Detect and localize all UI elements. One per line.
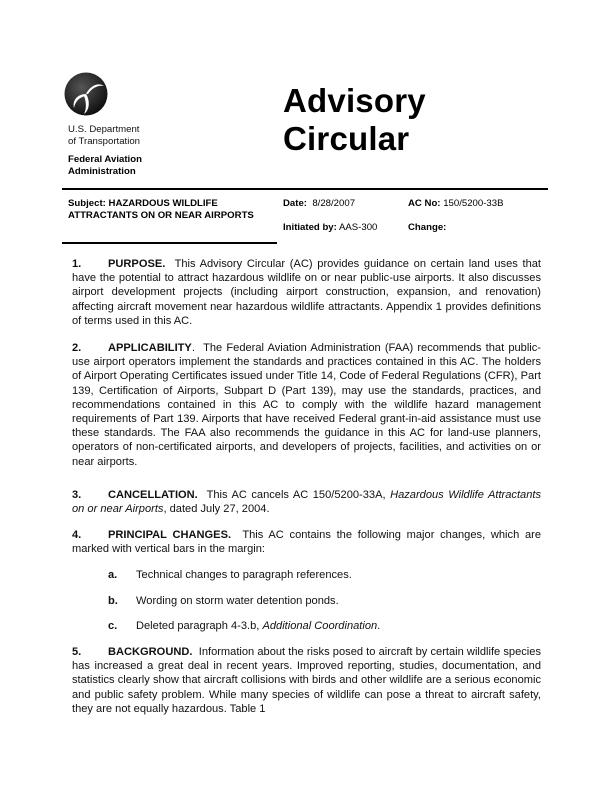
item-letter: c.	[108, 620, 118, 632]
title-line-1: Advisory	[283, 82, 426, 119]
paragraph-applicability	[72, 341, 541, 469]
item-letter: b.	[108, 595, 118, 607]
date-label: Date:	[283, 198, 307, 209]
date-value: 8/28/2007	[312, 198, 356, 209]
paragraph-cancellation	[72, 488, 541, 516]
department-line-2: of Transportation	[68, 136, 140, 148]
dot-logo-icon	[64, 72, 108, 116]
title-line-2: Circular	[283, 120, 410, 157]
item-text: Wording on storm water detention ponds.	[136, 595, 339, 607]
paragraph-number: 1.	[72, 258, 82, 270]
item-italic-text: Additional Coordination	[262, 620, 378, 632]
paragraph-text: Information about the risks posed to aircraft by certain wildlife species has increased a great deal in recent years. Improved reporting, studies, documentation, and statistics clearly show that aircraft collisions with birds and other wildlife are a serious economic and public safety problem. While many species of wildlife can pose a threat to aircraft safety, they are not equally hazardous. Table 1	[72, 646, 541, 715]
paragraph-text-end: , dated July 27, 2004.	[163, 503, 270, 516]
initiated-by-value: AAS-300	[338, 222, 378, 233]
paragraph-heading: PURPOSE.	[108, 258, 166, 270]
subject-divider	[62, 242, 277, 244]
item-text: Deleted paragraph 4-3.b,	[136, 620, 260, 632]
date-field	[283, 198, 355, 210]
subject-field	[68, 198, 273, 221]
paragraph-heading: CANCELLATION.	[108, 489, 198, 501]
change-item-a	[108, 568, 352, 582]
agency-name	[68, 154, 142, 179]
change-field	[408, 222, 446, 234]
paragraph-heading: PRINCIPAL CHANGES.	[108, 529, 232, 541]
paragraph-heading: APPLICABILITY	[108, 342, 192, 354]
paragraph-number: 2.	[72, 342, 82, 354]
department-name	[68, 124, 140, 149]
document-title	[283, 82, 426, 158]
paragraph-text: This AC cancels AC 150/5200-33A,	[206, 489, 386, 501]
agency-line-1: Federal Aviation	[68, 154, 142, 165]
initiated-by-field	[283, 222, 377, 234]
ac-number-field	[408, 198, 503, 210]
agency-line-2: Administration	[68, 166, 136, 178]
item-letter: a.	[108, 569, 118, 581]
paragraph-purpose	[72, 257, 541, 328]
change-item-c	[108, 619, 380, 633]
paragraph-number: 5.	[72, 646, 82, 658]
paragraph-heading: BACKGROUND.	[108, 646, 193, 658]
cancelled-ac-title: Hazardous Wildlife Attractants on or near Airports	[72, 489, 541, 516]
subject-label: Subject:	[68, 198, 106, 209]
subject-value: HAZARDOUS WILDLIFE ATTRACTANTS ON OR NEAR AIRPORTS	[68, 198, 254, 221]
header-divider	[62, 188, 548, 190]
ac-number-value: 150/5200-33B	[443, 198, 504, 209]
paragraph-number: 3.	[72, 489, 82, 501]
item-text: Technical changes to paragraph references.	[136, 569, 352, 581]
initiated-by-label: Initiated by:	[283, 222, 337, 233]
paragraph-heading-suffix: .	[191, 342, 195, 354]
paragraph-principal-changes	[72, 528, 541, 556]
department-line-1: U.S. Department	[68, 124, 140, 135]
paragraph-number: 4.	[72, 529, 82, 541]
paragraph-text: The Federal Aviation Administration (FAA) recommends that public-use airport operators implement the standards and practices contained in this AC. The holders of Airport Operating Certificates issued under Title 14, Code of Federal Regulations (CFR), Part 139, Certification of Airports, Subpart D (Part 139), may use the standards, practices, and recommendations contained in this AC to comply with the wildlife hazard management requirements of Part 139. Airports that have received Federal grant-in-aid assistance must use these standards. The FAA also recommends the guidance in this AC for land-use planners, operators of non-certificated airports, and developers of projects, facilities, and activities on or near airports.	[72, 342, 542, 468]
change-label: Change:	[408, 222, 447, 233]
item-text-end: .	[377, 620, 381, 632]
ac-number-label: AC No:	[408, 198, 441, 209]
paragraph-text: This AC contains the following major changes, which are marked with vertical bars in the margin:	[72, 529, 542, 556]
paragraph-background	[72, 645, 541, 716]
change-item-b	[108, 594, 339, 608]
paragraph-text: This Advisory Circular (AC) provides guidance on certain land uses that have the potential to attract hazardous wildlife on or near public-use airports. It also discusses airport development projects (including airport construction, expansion, and renovation) affecting aircraft movement near hazardous wildlife attractants. Appendix 1 provides definitions of terms used in this AC.	[72, 258, 542, 327]
